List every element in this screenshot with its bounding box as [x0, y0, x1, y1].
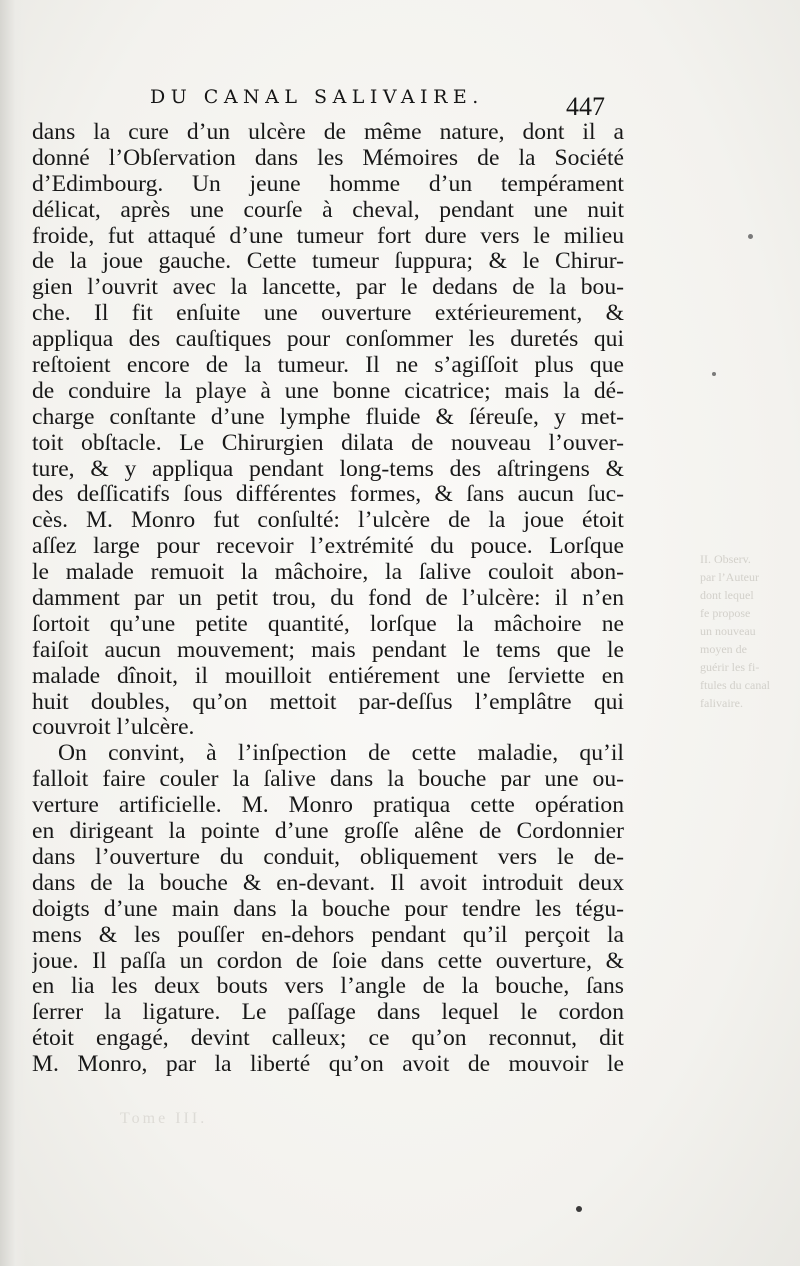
- text-line: donné l’Obſervation dans les Mémoires de la Société: [32, 145, 624, 171]
- paragraph-start-line: On convint, à l’inſpection de cette maladie, qu’il: [58, 741, 624, 767]
- text-line: étoit engagé, devint calleux; ce qu’on reconnut, dit: [32, 1026, 624, 1052]
- ink-speck: [748, 234, 753, 239]
- page-number: 447: [566, 92, 605, 121]
- text-line: ſortoit qu’une petite quantité, lorſque la mâchoire ne: [32, 611, 624, 637]
- text-line: joue. Il paſſa un cordon de ſoie dans cette ouverture, &: [32, 948, 624, 974]
- text-line: froide, fut attaqué d’une tumeur fort dure vers le milieu: [32, 223, 624, 249]
- text-line: toit obſtacle. Le Chirurgien dilata de nouveau l’ouver-: [32, 430, 624, 456]
- text-line: che. Il fit enſuite une ouverture extérieurement, &: [32, 301, 624, 327]
- text-line: cès. M. Monro fut conſulté: l’ulcère de la joue étoit: [32, 508, 624, 534]
- text-line: appliqua des cauſtiques pour conſommer les duretés qui: [32, 327, 624, 353]
- body-text: [32, 120, 624, 1078]
- running-head: DU CANAL SALIVAIRE.: [150, 86, 484, 108]
- text-line: falloit faire couler la ſalive dans la bouche par une ou-: [32, 767, 624, 793]
- text-line: dans l’ouverture du conduit, obliquement vers le de-: [32, 844, 624, 870]
- text-line: huit doubles, qu’on mettoit par-deſſus l’emplâtre qui: [32, 689, 624, 715]
- text-line: d’Edimbourg. Un jeune homme d’un tempérament: [32, 171, 624, 197]
- text-line: le malade remuoit la mâchoire, la ſalive couloit abon-: [32, 560, 624, 586]
- text-line: ture, & y appliqua pendant long-tems des aſtringens &: [32, 456, 624, 482]
- text-line: verture artificielle. M. Monro pratiqua cette opération: [32, 793, 624, 819]
- text-line: couvroit l’ulcère.: [32, 715, 195, 741]
- ink-speck: [576, 1206, 582, 1212]
- text-line: dans de la bouche & en-devant. Il avoit introduit deux: [32, 870, 624, 896]
- show-through-signature: Tome III.: [120, 1110, 208, 1127]
- text-line: en lia les deux bouts vers l’angle de la bouche, ſans: [32, 974, 624, 1000]
- text-line: délicat, après une courſe à cheval, pendant une nuit: [32, 197, 624, 223]
- ink-speck: [712, 372, 716, 376]
- text-line: ſerrer la ligature. Le paſſage dans lequel le cordon: [32, 1000, 624, 1026]
- text-line: malade dînoit, il mouilloit entiérement une ſerviette en: [32, 663, 624, 689]
- text-line: reſtoient encore de la tumeur. Il ne s’agiſſoit plus que: [32, 353, 624, 379]
- show-through-text: II. Observ. par l’Auteur dont lequel fe propose un nouveau moyen de guérir les fi- ftules du canal falivaire.: [700, 552, 770, 710]
- text-line: dans la cure d’un ulcère de même nature, dont il a: [32, 120, 624, 145]
- gutter-shadow: [0, 0, 26, 1266]
- text-line: aſſez large pour recevoir l’extrémité du pouce. Lorſque: [32, 534, 624, 560]
- text-line: M. Monro, par la liberté qu’on avoit de mouvoir le: [32, 1052, 624, 1078]
- text-line: mens & les pouſſer en-dehors pendant qu’il perçoit la: [32, 922, 624, 948]
- text-line: damment par un petit trou, du fond de l’ulcère: il n’en: [32, 586, 624, 612]
- text-line: de conduire la playe à une bonne cicatrice; mais la dé-: [32, 378, 624, 404]
- text-line: de la joue gauche. Cette tumeur ſuppura; & le Chirur-: [32, 249, 624, 275]
- text-line: des deſſicatifs ſous différentes formes, & ſans aucun ſuc-: [32, 482, 624, 508]
- text-line: doigts d’une main dans la bouche pour tendre les tégu-: [32, 896, 624, 922]
- text-line: charge conſtante d’une lymphe fluide & ſéreuſe, y met-: [32, 404, 624, 430]
- text-line: faiſoit aucun mouvement; mais pendant le tems que le: [32, 637, 624, 663]
- text-line: en dirigeant la pointe d’une groſſe alêne de Cordonnier: [32, 819, 624, 845]
- text-line: gien l’ouvrit avec la lancette, par le dedans de la bou-: [32, 275, 624, 301]
